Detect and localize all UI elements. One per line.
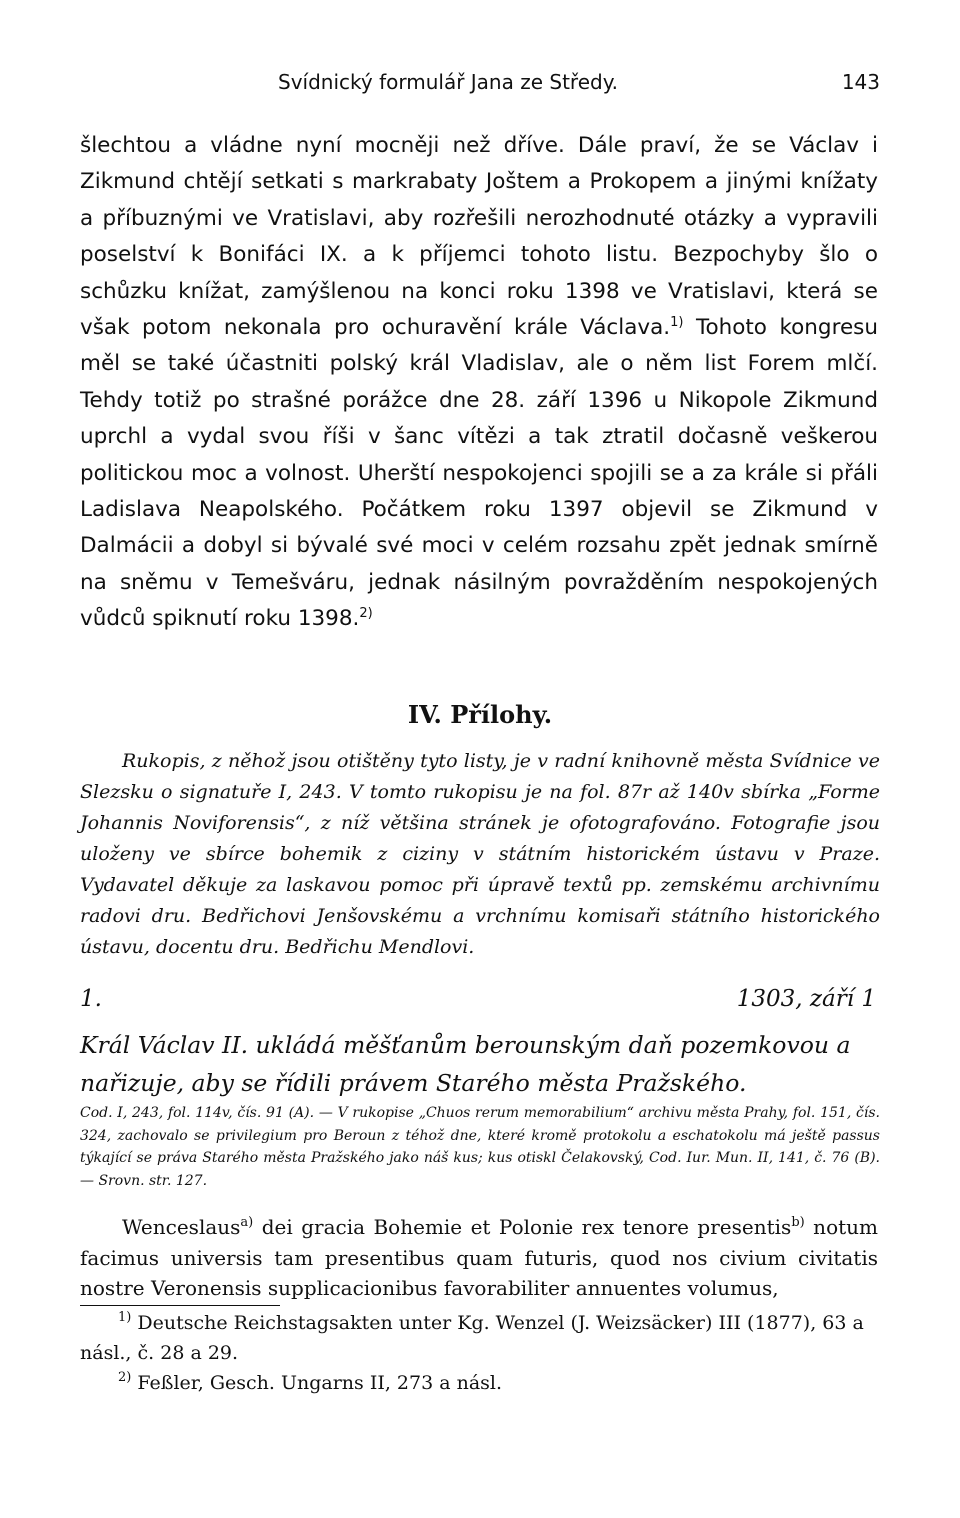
footnote-text: Deutsche Reichstagsakten unter Kg. Wenzel (J. Weizsäcker) III (1877), 63 a násl., č. 28 a 29.: [80, 1312, 864, 1364]
body-paragraph: [80, 128, 878, 638]
running-title: Svídnický formulář Jana ze Středy.: [278, 70, 619, 94]
document-regest: Král Václav II. ukládá měšťanům berounským daň pozemkovou a nařizuje, aby se řídili právem Starého města Pražského.: [80, 1031, 851, 1097]
latin-text-part-1: Wenceslaus: [122, 1215, 241, 1239]
latin-text-part-2: dei gracia Bohemie et Polonie rex tenore presentis: [253, 1215, 792, 1239]
main-text: [80, 128, 878, 638]
footnote-text: Feßler, Gesch. Ungarns II, 273 a násl.: [131, 1372, 503, 1394]
running-header: [80, 70, 880, 104]
document-heading: [80, 986, 880, 1020]
footnote-1: [80, 1308, 880, 1368]
footnote-divider: [80, 1305, 280, 1306]
footnote-2: [80, 1368, 880, 1398]
footnote-mark: 1): [118, 1310, 132, 1326]
editorial-introduction: Rukopis, z něhož jsou otištěny tyto listy, je v radní knihovně města Svídnice ve Slezsku o signatuře I, 243. V tomto rukopisu je na fol. 87r až 140v sbírka „Forme Johannis Noviforensis“, z níž většina stránek je ofotografováno. Fotografie jsou uloženy ve sbírce bohemik z ciziny v státním historickém ústavu v Praze. Vydavatel děkuje za laskavou pomoc při úpravě textů pp. zemskému archivnímu radovi dru. Bedřichovi Jenšovskému a vrchnímu komisaři státního historického ústavu, docentu dru. Bedřichu Mendlovi.: [80, 750, 880, 958]
footnotes: [80, 1308, 880, 1398]
variant-note-b: b): [791, 1215, 805, 1231]
variant-note-a: a): [240, 1215, 254, 1231]
section-heading: IV. Přílohy.: [407, 700, 553, 729]
footnote-ref-1: 1): [670, 315, 684, 331]
body-text-part-1: šlechtou a vládne nyní mocněji než dříve. Dále praví, že se Václav i Zikmund chtějí setkati s markrabaty Joštem a Prokopem a jinými knížaty a příbuznými ve Vratislavi, aby rozřešili nerozhodnuté otázky a vypravili poselství k Bonifáci IX. a k příjemci tohoto listu. Bezpochyby šlo o schůzku knížat, zamýšlenou na konci roku 1398 ve Vratislavi, která se však potom nekonala pro ochuravění krále Václava.: [80, 133, 878, 341]
page-number: 143: [841, 70, 880, 94]
footnote-ref-2: 2): [359, 606, 373, 622]
latin-text: [80, 1212, 878, 1304]
document-number: 1.: [80, 986, 102, 1012]
document-date: 1303, září 1: [736, 986, 876, 1012]
latin-text-part-3: notum facimus universis tam presentibus quam futuris, quod nos civium civitatis nostre Veronensis supplicacionibus favorabiliter annuentes volumus,: [80, 1215, 878, 1300]
body-text-part-2: Tohoto kongresu měl se také účastniti polský král Vladislav, ale o něm list Forem mlčí. Tehdy totiž po strašné porážce dne 28. září 1396 u Nikopole Zikmund uprchl a vydal svou říši v šanc vítězi a tak ztratil dočasně veškerou politickou moc a volnost. Uherští nespokojenci spojili se a za krále si přáli Ladislava Neapolského. Počátkem roku 1397 objevil se Zikmund v Dalmácii a dobyl si bývalé své moci v celém rozsahu zpět jednak smírně na sněmu v Temešváru, jednak násilným povražděním nespokojených vůdců spiknutí roku 1398.: [80, 315, 878, 632]
footnote-mark: 2): [118, 1370, 132, 1386]
critical-apparatus: Cod. I, 243, fol. 114v, čís. 91 (A). — V rukopise „Chuos rerum memorabilium“ archivu města Prahy, fol. 151, čís. 324, zachovalo se privilegium pro Beroun z téhož dne, které kromě protokolu a eschatokolu má ještě passus týkající se práva Starého města Pražského jako náš kus; kus otiskl Čelakovský, Cod. Iur. Mun. II, 141, č. 76 (B). — Srovn. str. 127.: [80, 1105, 880, 1189]
